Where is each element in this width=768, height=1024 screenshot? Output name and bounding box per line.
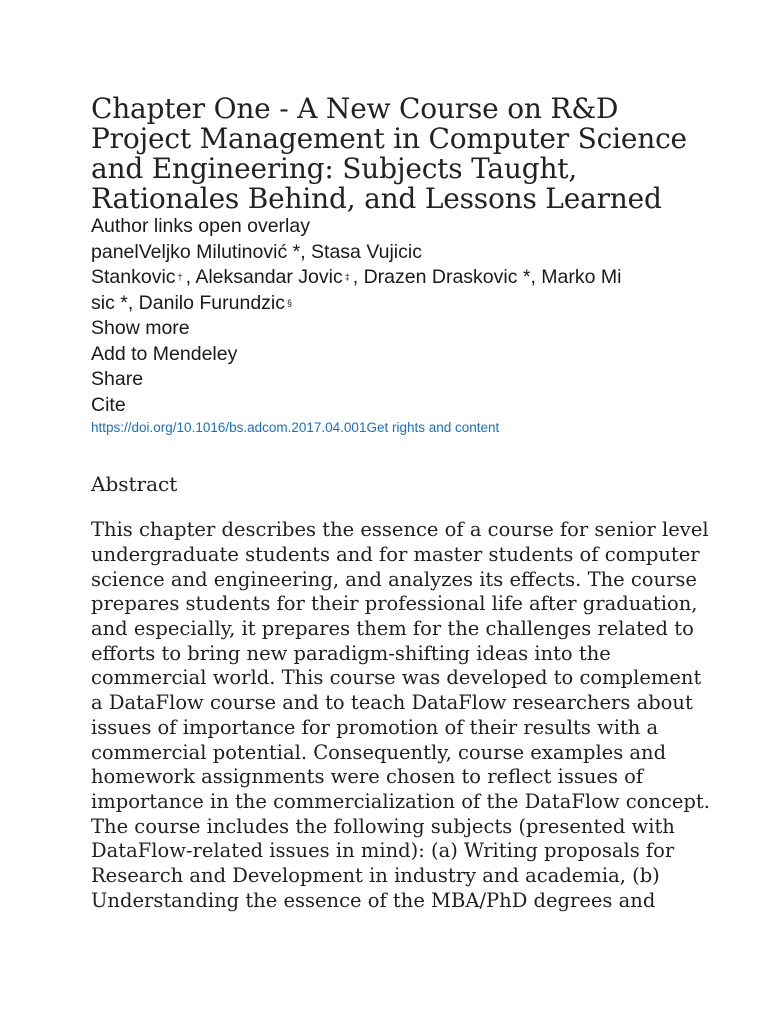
author-name[interactable]: , Aleksandar Jovic [185,266,343,288]
cite-button[interactable]: Cite [91,393,126,416]
share-button[interactable]: Share [91,368,144,391]
article-page [91,92,710,913]
author-name[interactable]: Stankovic [91,266,176,288]
add-to-mendeley-button[interactable]: Add to Mendeley [91,342,238,365]
title-line: Chapter One - A New Course on R&D [91,92,619,125]
title-line: Project Management in Computer Science [91,122,687,155]
article-meta [91,214,691,418]
abstract-line: science and engineering, and analyzes its effects. The course [91,567,697,591]
affiliation-mark: § [287,297,293,308]
doi-rights-line [91,418,691,438]
abstract-line: efforts to bring new paradigm-shifting ideas into the [91,641,611,665]
author-name[interactable]: , Drazen Draskovic *, Marko Mi [352,266,622,288]
abstract-line: This chapter describes the essence of a course for senior level [91,518,709,542]
author-links-overlay[interactable]: Author links open overlay [91,215,310,237]
abstract-line: a DataFlow course and to teach DataFlow researchers about [91,691,693,715]
article-title [91,94,691,214]
show-more-button[interactable]: Show more [91,317,190,340]
affiliation-mark: † [177,272,183,283]
rights-link[interactable]: Get rights and content [366,420,500,436]
authors-line[interactable] [91,265,691,291]
abstract-heading: Abstract [91,472,178,497]
authors-line[interactable] [91,291,691,317]
abstract-line: undergraduate students and for master students of computer [91,542,700,566]
abstract-line: commercial world. This course was developed to complement [91,666,702,690]
title-line: and Engineering: Subjects Taught, [91,152,578,185]
abstract-line: DataFlow-related issues in mind): (a) Writing proposals for [91,839,675,863]
abstract-line: Understanding the essence of the MBA/PhD degrees and [91,888,656,912]
abstract-line: The course includes the following subjects (presented with [91,814,675,838]
title-line: Rationales Behind, and Lessons Learned [91,182,662,215]
abstract-line: homework assignments were chosen to reflect issues of [91,765,644,789]
abstract-line: issues of importance for promotion of their results with a [91,715,659,739]
abstract-line: prepares students for their professional life after graduation, [91,592,698,616]
doi-link[interactable]: https://doi.org/10.1016/bs.adcom.2017.04.001 [91,420,367,436]
authors-line[interactable]: panelVeljko Milutinović *, Stasa Vujicic [91,240,422,263]
abstract-line: Research and Development in industry and academia, (b) [91,864,660,888]
abstract-body [91,518,710,913]
abstract-line: and especially, it prepares them for the challenges related to [91,617,694,640]
affiliation-mark: ‡ [344,272,350,283]
abstract-line: importance in the commercialization of the DataFlow concept. [91,789,710,813]
author-name[interactable]: sic *, Danilo Furundzic [91,291,285,314]
abstract-line: commercial potential. Consequently, course examples and [91,740,667,764]
